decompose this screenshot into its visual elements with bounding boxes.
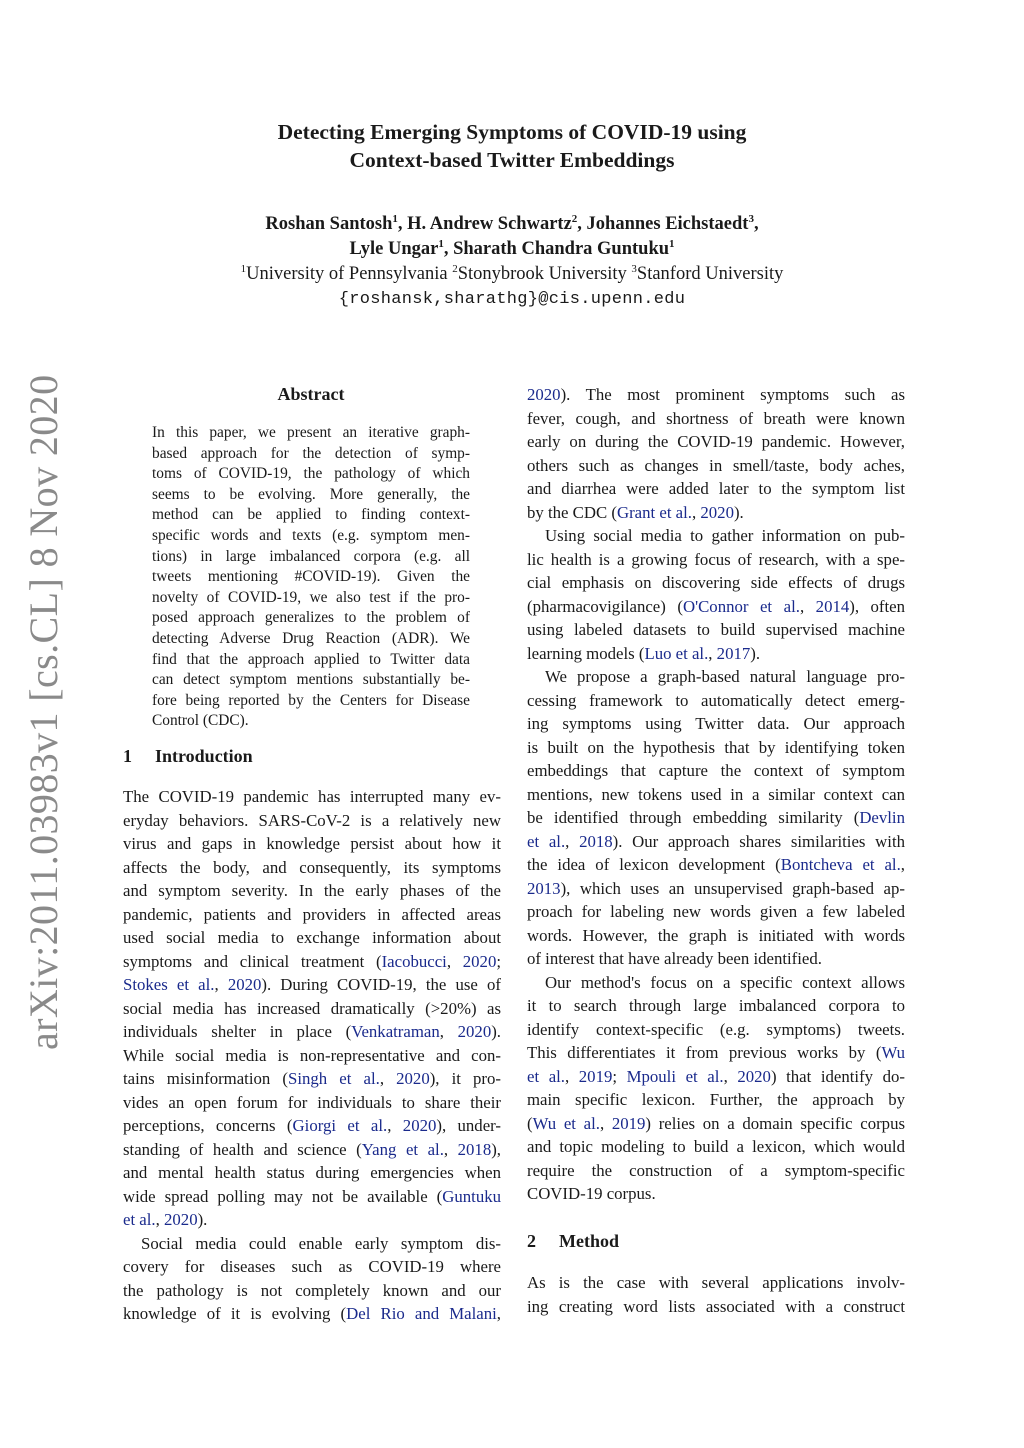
- text-line: early on during the COVID-19 pandemic. However,: [527, 432, 905, 451]
- citation-link[interactable]: Devlin: [859, 808, 905, 827]
- text-run: ,: [446, 951, 463, 971]
- abstract-line: tions) in large imbalanced corpora (e.g. all: [152, 547, 470, 565]
- text-run: knowledge of it is evolving (: [123, 1304, 347, 1323]
- citation-link[interactable]: 2014: [815, 596, 850, 616]
- citation-link[interactable]: 2020: [462, 951, 497, 971]
- text-run: ).: [733, 502, 744, 522]
- citation-link[interactable]: Stokes et al.: [123, 975, 215, 994]
- citation-link[interactable]: 2020: [396, 1069, 430, 1088]
- section-heading-method: [527, 1231, 619, 1252]
- text-line: [123, 1208, 501, 1232]
- citation-link[interactable]: Iacobucci: [381, 951, 447, 971]
- text-run: ). The most prominent symptoms such as: [560, 385, 905, 404]
- abstract-line: find that the approach applied to Twitter data: [152, 650, 470, 668]
- affiliation-marker: 1: [669, 238, 675, 250]
- text-line: mentions, new tokens used in a similar context can: [527, 784, 905, 804]
- text-line: require the construction of a symptom-specific: [527, 1160, 905, 1180]
- text-line: [527, 642, 905, 666]
- text-run: ).: [491, 1022, 501, 1041]
- text-line: it to search through large imbalanced corpora to: [527, 996, 905, 1015]
- affiliation-marker: 1: [392, 213, 398, 225]
- paper-title: [0, 118, 1024, 174]
- abstract-body: [152, 423, 470, 732]
- citation-link[interactable]: et al.: [527, 1066, 565, 1086]
- text-line: [123, 1302, 501, 1326]
- text-line: Our method's focus on a specific context allows: [545, 972, 905, 992]
- text-run: ,: [723, 1066, 738, 1086]
- text-line: pandemic, patients and providers in affected areas: [123, 904, 501, 924]
- abstract-line: posed approach generalizes to the problem of: [152, 609, 470, 627]
- text-line: [527, 853, 905, 877]
- section-title: Method: [559, 1231, 619, 1251]
- author-name: , H. Andrew Schwartz: [397, 214, 572, 234]
- text-run: ). Our approach shares similarities with: [612, 831, 905, 851]
- introduction-body: [123, 785, 501, 1326]
- affiliation-line: [0, 262, 1024, 287]
- author-line: [0, 237, 1024, 262]
- citation-link[interactable]: et al.: [527, 831, 566, 851]
- text-line: social media has increased dramatically (>20%) as: [123, 998, 501, 1018]
- text-run: ).: [750, 643, 761, 663]
- citation-link[interactable]: et al.: [123, 1210, 156, 1229]
- text-line: [527, 595, 905, 619]
- text-line: [123, 1020, 501, 1044]
- abstract-line: fore being reported by the Centers for Disease: [152, 691, 470, 709]
- citation-link[interactable]: 2020: [527, 385, 561, 404]
- author-block: [0, 212, 1024, 312]
- author-name: Lyle Ungar: [349, 239, 439, 259]
- text-run: ;: [612, 1066, 627, 1086]
- citation-link[interactable]: O'Connor et al.: [682, 596, 800, 616]
- text-run: individuals shelter in place (: [123, 1022, 352, 1041]
- text-run: (pharmacovigilance) (: [527, 596, 683, 616]
- affiliation-marker: 2: [452, 263, 458, 275]
- author-name: , Sharath Chandra Guntuku: [443, 239, 670, 259]
- abstract-line: can detect symptom mentions substantially be-: [152, 671, 470, 689]
- citation-link[interactable]: 2013: [527, 878, 561, 898]
- text-run: This differentiates it from previous works by (: [527, 1043, 882, 1062]
- text-line: [527, 1112, 905, 1136]
- text-run: ,: [692, 502, 701, 522]
- text-run: ,: [708, 643, 717, 663]
- text-run: ,: [379, 1069, 397, 1088]
- text-line: We propose a graph-based natural language pro-: [545, 667, 905, 686]
- text-run: ) relies on a domain specific corpus: [645, 1113, 905, 1133]
- text-line: and symptom severity. In the early phases of the: [123, 881, 501, 900]
- abstract-line: Control (CDC).: [152, 712, 249, 730]
- text-run: perceptions, concerns (: [123, 1116, 293, 1135]
- text-run: wide spread polling may not be available (: [123, 1186, 443, 1206]
- text-run: ),: [491, 1139, 501, 1159]
- text-line: using labeled datasets to build supervised machine: [527, 620, 905, 639]
- citation-link[interactable]: Bontcheva et al.: [780, 855, 901, 874]
- citation-link[interactable]: Giorgi et al.: [292, 1116, 388, 1135]
- citation-link[interactable]: Guntuku: [442, 1186, 501, 1206]
- text-run: ). During COVID-19, the use of: [261, 975, 501, 994]
- affiliation-marker: 3: [631, 263, 637, 275]
- affiliation: University of Pennsylvania: [246, 264, 453, 284]
- text-run: ,: [900, 855, 905, 874]
- text-run: learning models (: [527, 643, 645, 663]
- citation-link[interactable]: 2020: [402, 1116, 437, 1135]
- text-run: ), under-: [436, 1116, 501, 1135]
- text-line: others such as changes in smell/taste, body aches,: [527, 455, 905, 475]
- affiliation-marker: 2: [571, 213, 578, 225]
- text-line: is built on the hypothesis that by identifying token: [527, 737, 905, 757]
- text-line: words. However, the graph is initiated with words: [527, 925, 905, 945]
- text-run: ,: [496, 1304, 501, 1323]
- text-run: tains misinformation (: [123, 1069, 288, 1088]
- email-address: {roshansk,sharathg}@cis.upenn.edu: [338, 290, 686, 309]
- affiliation-marker: 1: [438, 238, 444, 250]
- author-name: , Johannes Eichstaedt: [577, 214, 749, 234]
- text-run: ,: [214, 975, 228, 994]
- text-line: [527, 1065, 905, 1089]
- text-run: ) that identify do-: [770, 1066, 905, 1086]
- text-line: [527, 877, 905, 901]
- text-line: affects the body, and consequently, its symptoms: [123, 857, 501, 877]
- citation-link[interactable]: Luo et al.: [644, 643, 709, 663]
- section-title: Introduction: [155, 746, 253, 766]
- text-line: [123, 973, 501, 997]
- abstract-line: novelty of COVID-19, we also test if the pro-: [152, 588, 470, 606]
- citation-link[interactable]: Yang et al.: [361, 1139, 444, 1159]
- text-line: [527, 806, 905, 830]
- text-line: cial emphasis on discovering side effects of drugs: [527, 573, 905, 592]
- text-line: [527, 830, 905, 854]
- text-line: [123, 950, 501, 974]
- abstract-line: tweets mentioning #COVID-19). Given the: [152, 568, 470, 586]
- text-line: As is the case with several applications involv-: [527, 1273, 905, 1292]
- citation-link[interactable]: Del Rio and Malani: [346, 1304, 497, 1323]
- title-line: Context-based Twitter Embeddings: [349, 148, 675, 172]
- text-line: [123, 1185, 501, 1209]
- text-line: eryday behaviors. SARS-CoV-2 is a relatively new: [123, 810, 501, 830]
- text-line: [123, 1114, 501, 1138]
- text-line: covery for diseases such as COVID-19 where: [123, 1257, 501, 1276]
- text-line: [123, 1067, 501, 1091]
- text-run: ,: [387, 1116, 403, 1135]
- text-line: [123, 1138, 501, 1162]
- abstract-heading: Abstract: [277, 384, 345, 404]
- citation-link[interactable]: Singh et al.: [288, 1069, 380, 1088]
- text-line: and mental health status during emergencies when: [123, 1163, 501, 1182]
- text-line: embeddings that capture the context of symptom: [527, 761, 905, 780]
- text-line: cessing framework to automatically detect emerg-: [527, 690, 905, 710]
- text-run: ,: [565, 1066, 579, 1086]
- citation-link[interactable]: Wu et al.: [532, 1113, 600, 1133]
- title-line: Detecting Emerging Symptoms of COVID-19 using: [277, 120, 747, 144]
- text-line: Social media could enable early symptom dis-: [141, 1233, 501, 1253]
- citation-link[interactable]: 2020: [737, 1066, 771, 1086]
- text-line: and topic modeling to build a lexicon, which would: [527, 1137, 905, 1156]
- citation-link[interactable]: Wu: [881, 1043, 905, 1062]
- author-punct: ,: [753, 214, 759, 234]
- affiliation: Stanford University: [636, 264, 784, 284]
- text-run: ,: [599, 1113, 612, 1133]
- abstract-line: In this paper, we present an iterative graph-: [152, 424, 470, 441]
- text-line: main specific lexicon. Further, the approach by: [527, 1090, 905, 1109]
- affiliation: Stonybrook University: [457, 264, 632, 284]
- text-line: ing symptoms using Twitter data. Our approach: [527, 714, 905, 733]
- section-number: 2: [527, 1231, 536, 1251]
- abstract-line: toms of COVID-19, the pathology of which: [152, 465, 470, 483]
- text-line: of interest that have already been identified.: [527, 949, 822, 968]
- right-column-body: [527, 383, 905, 1206]
- text-line: proach for labeling new words given a few labeled: [527, 902, 905, 921]
- section-heading-introduction: [123, 746, 253, 767]
- author-name: Roshan Santosh: [265, 214, 393, 234]
- text-line: fever, cough, and shortness of breath were known: [527, 408, 905, 428]
- text-run: ;: [496, 951, 501, 971]
- text-run: ).: [197, 1210, 208, 1229]
- abstract-line: detecting Adverse Drug Reaction (ADR). We: [152, 629, 470, 647]
- section-number: 1: [123, 746, 132, 766]
- citation-link[interactable]: Grant et al.: [616, 502, 692, 522]
- abstract-line: specific words and texts (e.g. symptom men-: [152, 526, 470, 544]
- citation-link[interactable]: 2018: [457, 1139, 492, 1159]
- text-line: the pathology is not completely known and our: [123, 1280, 501, 1300]
- text-line: and diarrhea were added later to the symptom list: [527, 479, 905, 498]
- text-line: COVID-19 corpus.: [527, 1184, 656, 1203]
- text-line: virus and gaps in knowledge persist about how it: [123, 834, 501, 853]
- text-run: ,: [565, 831, 580, 851]
- arxiv-identifier: arXiv:2011.03983v1 [cs.CL] 8 Nov 2020: [21, 374, 66, 1050]
- text-run: by the CDC (: [527, 502, 617, 522]
- citation-link[interactable]: Mpouli et al.: [626, 1066, 724, 1086]
- text-run: (: [527, 1113, 533, 1133]
- text-line: The COVID-19 pandemic has interrupted many ev-: [123, 787, 501, 806]
- method-body: [527, 1271, 905, 1318]
- abstract-line: seems to be evolving. More generally, the: [152, 485, 470, 503]
- text-line: While social media is non-representative and con-: [123, 1045, 501, 1065]
- abstract-line: based approach for the detection of symp-: [152, 444, 470, 462]
- affiliation-marker: 1: [240, 263, 247, 275]
- affiliation-marker: 3: [748, 213, 754, 225]
- text-run: ), it pro-: [429, 1069, 501, 1088]
- citation-link[interactable]: 2019: [578, 1066, 613, 1086]
- citation-link[interactable]: 2020: [457, 1022, 492, 1041]
- citation-link[interactable]: 2020: [164, 1210, 198, 1229]
- text-run: ,: [439, 1022, 458, 1041]
- text-run: the idea of lexicon development (: [527, 855, 781, 874]
- text-line: identify context-specific (e.g. symptoms) tweets.: [527, 1019, 905, 1039]
- abstract-line: method can be applied to finding context-: [152, 506, 470, 524]
- text-run: ), often: [849, 596, 906, 616]
- citation-link[interactable]: 2020: [227, 975, 262, 994]
- citation-link[interactable]: 2018: [579, 831, 613, 851]
- text-run: standing of health and science (: [123, 1139, 362, 1159]
- text-line: ing creating word lists associated with a construct: [527, 1296, 905, 1316]
- author-line: [0, 212, 1024, 237]
- text-line: used social media to exchange information about: [123, 928, 501, 947]
- citation-link[interactable]: Venkatraman: [351, 1022, 440, 1041]
- text-line: Using social media to gather information on pub-: [545, 526, 905, 545]
- text-run: ,: [799, 596, 816, 616]
- text-line: lic health is a growing focus of research, with a spe-: [527, 549, 905, 569]
- citation-link[interactable]: 2020: [700, 502, 734, 522]
- text-line: [527, 383, 905, 407]
- text-line: [527, 1041, 905, 1065]
- text-run: be identified through embedding similarity (: [527, 808, 860, 827]
- citation-link[interactable]: 2019: [611, 1113, 646, 1133]
- text-run: ,: [443, 1139, 458, 1159]
- text-run: ), which uses an unsupervised graph-based ap-: [560, 878, 905, 898]
- text-line: [527, 501, 905, 525]
- text-run: ,: [155, 1210, 165, 1229]
- text-run: symptoms and clinical treatment (: [123, 951, 382, 971]
- citation-link[interactable]: 2017: [716, 643, 751, 663]
- text-line: vides an open forum for individuals to share their: [123, 1092, 501, 1112]
